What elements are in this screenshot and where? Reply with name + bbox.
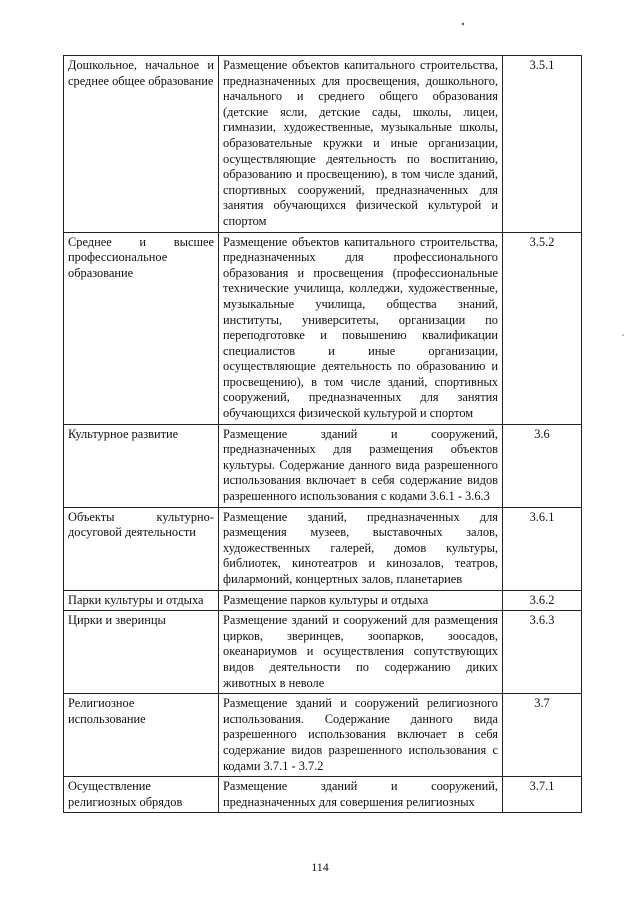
use-type-code: 3.6.2 bbox=[503, 590, 582, 611]
use-type-name: Культурное развитие bbox=[64, 424, 219, 507]
use-type-name: Дошкольное, начальное и среднее общее образование bbox=[64, 56, 219, 233]
use-type-code: 3.6.1 bbox=[503, 507, 582, 590]
use-type-code: 3.6.3 bbox=[503, 611, 582, 694]
table-row bbox=[64, 777, 582, 813]
use-type-description: Размещение объектов капитального строительства, предназначенных для просвещения, дошкольного, начального и среднего общего образования (детские ясли, детские сады, школы, лицеи, гимназии, художественные, музыкальные школы, образовательные кружки и иные организации, осуществляющие деятельность по воспитанию, образованию и просвещению), в том числе зданий, спортивных сооружений, предназначенных для занятия обучающихся физической культурой и спортом bbox=[219, 56, 503, 233]
table-row bbox=[64, 424, 582, 507]
use-type-name: Парки культуры и отдыха bbox=[64, 590, 219, 611]
use-type-code: 3.7.1 bbox=[503, 777, 582, 813]
table-row bbox=[64, 56, 582, 233]
land-use-table bbox=[63, 55, 582, 813]
use-type-description: Размещение зданий, предназначенных для размещения музеев, выставочных залов, художественных галерей, домов культуры, библиотек, кинотеатров и кинозалов, театров, филармоний, концертных залов, планетариев bbox=[219, 507, 503, 590]
use-type-name: Религиозное использование bbox=[64, 694, 219, 777]
use-type-name: Осуществление религиозных обрядов bbox=[64, 777, 219, 813]
use-type-description: Размещение парков культуры и отдыха bbox=[219, 590, 503, 611]
use-type-description: Размещение объектов капитального строительства, предназначенных для профессионального образования и просвещения (профессиональные технические училища, колледжи, художественные, музыкальные училища, общества знаний, институты, университеты, организации по переподготовке и повышению квалификации специалистов и иные организации, осуществляющие деятельность по образованию и просвещению), в том числе зданий, спортивных сооружений, предназначенных для занятия обучающихся физической культурой и спортом bbox=[219, 232, 503, 424]
table-row bbox=[64, 694, 582, 777]
use-type-code: 3.5.1 bbox=[503, 56, 582, 233]
use-type-code: 3.7 bbox=[503, 694, 582, 777]
use-type-name: Среднее и высшее профессиональное образование bbox=[64, 232, 219, 424]
use-type-name: Цирки и зверинцы bbox=[64, 611, 219, 694]
table-row bbox=[64, 507, 582, 590]
page-number: 114 bbox=[311, 860, 329, 874]
use-type-description: Размещение зданий и сооружений религиозного использования. Содержание данного вида разрешенного использования включает в себя содержание видов разрешенного использования с кодами 3.7.1 - 3.7.2 bbox=[219, 694, 503, 777]
use-type-description: Размещение зданий и сооружений, предназначенных для размещения объектов культуры. Содержание данного вида разрешенного использования включает в себя содержание видов разрешенного использования с кодами 3.6.1 - 3.6.3 bbox=[219, 424, 503, 507]
table-row bbox=[64, 590, 582, 611]
use-type-description: Размещение зданий и сооружений для размещения цирков, зверинцев, зоопарков, зоосадов, океанариумов и осуществления сопутствующих видов деятельности по содержанию диких животных в неволе bbox=[219, 611, 503, 694]
use-type-code: 3.6 bbox=[503, 424, 582, 507]
use-type-code: 3.5.2 bbox=[503, 232, 582, 424]
table-row bbox=[64, 611, 582, 694]
use-type-description: Размещение зданий и сооружений, предназначенных для совершения религиозных bbox=[219, 777, 503, 813]
table-row bbox=[64, 232, 582, 424]
use-type-name: Объекты культурно-досуговой деятельности bbox=[64, 507, 219, 590]
